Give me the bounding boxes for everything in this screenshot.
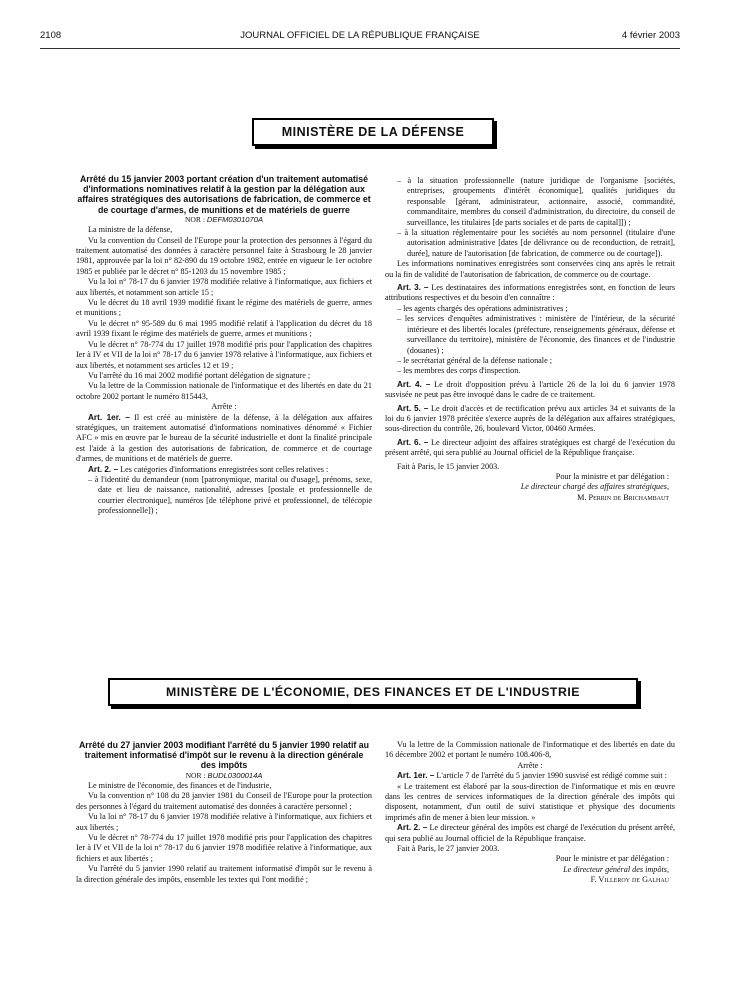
article-2: Art. 2. – Les catégories d'informations enregistrées sont celles relatives : bbox=[88, 464, 329, 474]
article-4: Art. 4. – Le droit d'opposition prévu à l'article 26 de la loi du 6 janvier 1978 susvisée ne peut pas être invoqué dans le cadre de ce traitement. bbox=[385, 379, 675, 400]
signature-line: Pour la ministre et par délégation : bbox=[555, 471, 669, 481]
paragraph-conservation: Les informations nominatives enregistrées sont conservées cinq ans après le retrait ou la fin de validité de l'autorisation de fabrication, de commerce ou de courtage. bbox=[385, 259, 675, 279]
paragraph: Vu la convention n° 108 du 28 janvier 1981 du Conseil de l'Europe pour la protection des personnes à l'égard du traitement automatisé des données à caractère personnel ; bbox=[76, 791, 372, 811]
paragraph: Vu le décret du 18 avril 1939 modifié fixant le régime des matériels de guerre, armes et munitions ; bbox=[76, 298, 372, 318]
paragraph: La ministre de la défense, bbox=[88, 225, 173, 235]
article-5: Art. 5. – Le droit d'accès et de rectification prévu aux articles 34 et suivants de la loi du 6 janvier 1978 précitée s'exerce auprès de la délégation aux affaires stratégiques, sous-direction du contrôle, 26, boulevard Victor, 00460 Armées. bbox=[385, 403, 676, 434]
list-item: – les membres des corps d'inspection. bbox=[397, 366, 521, 376]
paragraph: Vu l'arrêté du 16 mai 2002 modifié portant délégation de signature ; bbox=[88, 370, 311, 380]
done-at: Fait à Paris, le 15 janvier 2003. bbox=[397, 461, 500, 471]
paragraph: Le ministre de l'économie, des finances et de l'industrie, bbox=[88, 781, 272, 791]
page-number: 2108 bbox=[40, 30, 62, 41]
arrete-defense-left-column bbox=[76, 174, 372, 517]
issue-date: 4 février 2003 bbox=[621, 30, 680, 41]
list-item: – à la situation professionnelle (nature juridique de l'organisme [sociétés, entreprises, groupements d'intérêt économique], qualités juridiques du responsable [gérant, administrateur, actionnaire, associé, commandité, commanditaire, membres du conseil d'administration, du directoire, du conseil de surveillance, les titulaires [de parts sociales et de parts de capital]]) ; bbox=[397, 176, 675, 227]
list-item: – les services d'enquêtes administratives : ministère de l'intérieur, de la sécurité intérieure et des libertés locales (préfecture, renseignements généraux, défense et surveillance du territoire), ministère de l'économie, des finances et de l'industrie (douanes) ; bbox=[397, 314, 675, 355]
article-1: Art. 1er. – Il est créé au ministère de la défense, à la délégation aux affaires stratégiques, un traitement automatisé d'informations nominatives dénommé « Fichier AFC » mis en œuvre par le bureau de la sécurité industrielle et dont la finalité principale est l'aide à la gestion des autorisations de fabrication, de commerce et de courtage d'armes, de munitions et de matériels de guerre. bbox=[76, 412, 373, 464]
ministry-heading-economy: MINISTÈRE DE L'ÉCONOMIE, DES FINANCES ET DE L'INDUSTRIE bbox=[108, 678, 638, 706]
signature-line: Pour le ministre et par délégation : bbox=[555, 854, 669, 864]
paragraph: Vu le décret n° 95-589 du 6 mai 1995 modifié relatif à l'application du décret du 18 avril 1939 fixant le régime des matériels de guerre, armes et munitions ; bbox=[76, 318, 372, 339]
nor-code: DEFM0301070A bbox=[206, 214, 264, 224]
list-item: – à la situation réglementaire pour les sociétés au nom personnel (titulaire d'une autorisation administrative [dates [de délivrance ou de reconduction, de retrait], durée], nature de l'autorisation [de fabrication, de commerce ou de courtage]). bbox=[397, 228, 675, 258]
signature-name: F. Villeroy de Galhau bbox=[590, 875, 669, 885]
signature-role: Le directeur chargé des affaires stratégiques, bbox=[520, 482, 669, 492]
list-item: – le secrétariat général de la défense nationale ; bbox=[397, 355, 553, 365]
page-header bbox=[40, 30, 680, 44]
nor-reference: NOR : DEFM0301070A bbox=[184, 214, 264, 224]
arrete-defense-right-column bbox=[385, 176, 675, 503]
paragraph: Vu la loi n° 78-17 du 6 janvier 1978 modifiée relative à l'informatique, aux fichiers et aux libertés ; bbox=[76, 812, 372, 832]
paragraph: Vu le décret n° 78-774 du 17 juillet 1978 modifié pris pour l'application des chapitres Ier à IV et VII de la loi n° 78-17 du 6 janvier 1978 relative à l'informatique, aux fichiers et aux libertés, et notamment ses articles 12 et 19 ; bbox=[76, 339, 372, 370]
paragraph: Vu l'arrêté du 5 janvier 1990 relatif au traitement informatisé d'impôt sur le revenu à la direction générale des impôts, ensemble les textes qui l'ont modifié ; bbox=[76, 864, 372, 884]
paragraph: Vu la convention du Conseil de l'Europe pour la protection des personnes à l'égard du traitement automatisé des données à caractère personnel faite à Strasbourg le 28 janvier 1981, approuvée par la loi n° 82-890 du 19 octobre 1982, entrée en vigueur le 1er octobre 1985 et publiée par le décret n° 85-1203 du 15 novembre 1985 ; bbox=[76, 235, 372, 276]
nor-code: BUDL0300014A bbox=[207, 770, 263, 780]
ministry-heading-defense: MINISTÈRE DE LA DÉFENSE bbox=[252, 118, 494, 146]
arrete-economy-right-column bbox=[385, 740, 675, 886]
list-item: – à l'identité du demandeur (nom [patronymique, marital ou d'usage], prénoms, sexe, date et lieu de naissance, nationalité, adresses [postale et professionnelle de courrier électronique], numéros [de téléphone privé et professionnel, de télécopie professionnelle]) ; bbox=[88, 474, 372, 516]
journal-title: JOURNAL OFFICIEL DE LA RÉPUBLIQUE FRANÇAISE bbox=[240, 30, 480, 41]
article-6: Art. 6. – Le directeur adjoint des affaires stratégiques est chargé de l'exécution du présent arrêté, qui sera publié au Journal officiel de la République française. bbox=[385, 437, 675, 458]
arrete-title: Arrêté du 27 janvier 2003 modifiant l'arrêté du 5 janvier 1990 relatif au traitement informatisé d'impôt sur le revenu à la direction générale des impôts bbox=[78, 740, 370, 771]
arrete-heading: Arrête : bbox=[517, 760, 543, 770]
signature-role: Le directeur général des impôts, bbox=[563, 864, 669, 874]
paragraph-lettre: Vu la lettre de la Commission nationale de l'informatique et des libertés en date du 16 décembre 2002 et portant le numéro 108.406-8, bbox=[385, 740, 675, 760]
quoted-article: « Le traitement est élaboré par la sous-direction de l'informatique et mis en œuvre dans les centres de services informatiques de la direction générale des impôts qui disposent, notamment, d'un outil de suivi statistique et physique des documents imprimés afin de mener à bien leur mission. » bbox=[385, 781, 675, 822]
arrete-title: Arrêté du 15 janvier 2003 portant création d'un traitement automatisé d'informations nominatives relatif à la gestion par la délégation aux affaires stratégiques des autorisations de fabrication, de commerce et de courtage d'armes, de munitions et de matériels de guerre bbox=[77, 174, 371, 215]
article-2: Art. 2. – Le directeur général des impôts est chargé de l'exécution du présent arrêté, qui sera publié au Journal officiel de la République française. bbox=[385, 823, 675, 843]
paragraph: Vu la lettre de la Commission nationale de l'informatique et des libertés en date du 21 octobre 2002 portant le numéro 815443, bbox=[76, 381, 372, 401]
list-item: – les agents chargés des opérations administratives ; bbox=[397, 303, 568, 313]
paragraph: Vu le décret n° 78-774 du 17 juillet 1978 modifié pris pour l'application des chapitres Ier à IV et VII de la loi n° 78-17 du 6 janvier 1978 modifiée relative à l'informatique, aux fichiers et aux libertés ; bbox=[76, 833, 372, 863]
nor-reference: NOR : BUDL0300014A bbox=[185, 770, 263, 780]
signature-name: M. Perrin de Brichambaut bbox=[577, 492, 669, 502]
arrete-economy-left-column bbox=[76, 740, 372, 885]
paragraph: Vu la loi n° 78-17 du 6 janvier 1978 modifiée relative à l'informatique, aux fichiers et aux libertés, et notamment son article 15 ; bbox=[76, 277, 372, 297]
article-1: Art. 1er. – L'article 7 de l'arrêté du 5 janvier 1990 susvisé est rédigé comme suit : bbox=[397, 771, 667, 781]
header-rule bbox=[40, 48, 680, 49]
article-3: Art. 3. – Les destinataires des informations enregistrées sont, en fonction de leurs attributions respectives et du besoin d'en connaître : bbox=[385, 283, 676, 303]
done-at: Fait à Paris, le 27 janvier 2003. bbox=[397, 844, 500, 854]
arrete-heading: Arrête : bbox=[211, 402, 237, 412]
